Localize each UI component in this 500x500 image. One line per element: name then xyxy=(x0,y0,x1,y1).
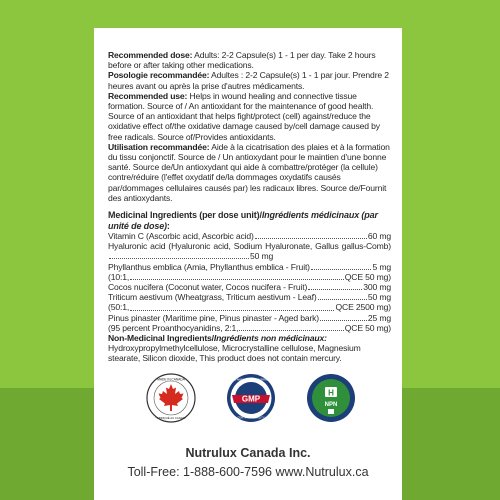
non-medicinal-text: Hydroxypropylmethylcellulose, Microcrystalline cellulose, Magnesium stearate, Silicon dioxide, This product does not contain mercury. xyxy=(108,343,361,364)
ingredient-name: (10:1, xyxy=(108,271,130,282)
contact-line: Toll-Free: 1-888-600-7596 www.Nutrulux.ca xyxy=(127,465,369,479)
recommended-use-paragraph xyxy=(108,91,391,142)
made-in-canada-logo xyxy=(146,373,196,423)
ingredient-name: (50:1, xyxy=(108,302,130,313)
svg-text:MADE IN CANADA: MADE IN CANADA xyxy=(157,377,185,382)
ingredient-row xyxy=(108,231,391,241)
recommended-dose-label: Recommended dose: xyxy=(108,50,193,60)
recommended-use-text: Helps in wound healing and connective tissue formation. Source of / An antioxidant for the maintenance of good health. Source of an antioxidant that helps fight/protect (cell) against/reduce the oxidative effect of/the oxidative damage caused by/cell damage caused by free radicals. Source of/Provides antioxidants. xyxy=(108,90,380,142)
ingredient-row xyxy=(108,323,391,333)
ingredient-name: Vitamin C (Ascorbic acid, Ascorbic acid) xyxy=(108,231,254,242)
ingredient-list xyxy=(108,231,391,333)
ingredient-amount: QCE 50 mg) xyxy=(344,271,391,282)
label-text-block xyxy=(108,50,391,364)
ingredient-row xyxy=(108,313,391,323)
gmp-certified-logo xyxy=(226,373,276,423)
product-label-panel xyxy=(94,28,402,500)
ingredient-amount: 60 mg xyxy=(367,231,391,242)
ingredient-amount: 50 mg xyxy=(367,292,391,303)
company-name: Nutrulux Canada Inc. xyxy=(185,446,311,460)
ingredient-amount: QCE 50 mg) xyxy=(344,322,391,333)
ingredient-row xyxy=(108,282,391,292)
posologie-label: Posologie recommandée: xyxy=(108,70,210,81)
svg-text:CERTIFIED QUALITY: CERTIFIED QUALITY xyxy=(237,415,265,420)
ingredient-name: (95 percent Proanthocyanidins, 2:1, xyxy=(108,322,239,333)
medicinal-title-fr: Ingrédients médicinaux (par unité de dose) xyxy=(108,210,378,231)
npn-star-icon xyxy=(328,409,334,414)
ingredient-row xyxy=(108,262,391,272)
recommended-dose-paragraph xyxy=(108,50,391,70)
ingredient-row xyxy=(108,292,391,302)
svg-text:H: H xyxy=(328,388,334,398)
posologie-paragraph xyxy=(108,70,391,90)
ingredient-amount: 5 mg xyxy=(372,261,391,272)
ingredient-amount: 300 mg xyxy=(363,282,391,293)
svg-text:GMP: GMP xyxy=(241,394,261,404)
utilisation-label: Utilisation recommandée: xyxy=(108,141,210,152)
non-medicinal-label-fr: Ingrédients non médicinaux: xyxy=(213,333,327,344)
medicinal-title-en: Medicinal Ingredients (per dose unit)/ xyxy=(108,210,262,221)
non-medicinal-paragraph xyxy=(108,333,391,364)
ingredient-name: Pinus pinaster (Maritime pine, Pinus pinaster - Aged bark) xyxy=(108,312,320,323)
posologie-text: Adultes : 2-2 Capsule(s) 1 - 1 par jour. Prendre 2 heures avant ou après la prise d'autres médicaments. xyxy=(108,70,389,91)
medicinal-ingredients-title: Medicinal Ingredients (per dose unit)/Ingrédients médicinaux (par unité de dose): xyxy=(108,210,378,231)
ingredient-name: Cocos nucifera (Coconut water, Cocos nucifera - Fruit) xyxy=(108,282,308,293)
ingredient-amount: 25 mg xyxy=(367,312,391,323)
npn-logo xyxy=(306,373,356,423)
svg-text:GOOD MANUFACTURING PRACTICE: GOOD MANUFACTURING PRACTICE xyxy=(228,378,274,382)
ingredient-name: Phyllanthus emblica (Amia, Phyllanthus emblica - Fruit) xyxy=(108,261,310,272)
ingredient-row xyxy=(108,272,391,282)
recommended-use-label: Recommended use: xyxy=(108,90,188,101)
utilisation-paragraph xyxy=(108,142,391,203)
ingredient-row xyxy=(108,302,391,312)
ingredient-name: Hyaluronic acid (Hyaluronic acid, Sodium Hyaluronate, Gallus gallus-Comb) xyxy=(108,241,391,252)
svg-text:FABRIQUÉ AU CANADA: FABRIQUÉ AU CANADA xyxy=(155,416,187,420)
ingredient-amount: 50 mg xyxy=(250,251,274,262)
utilisation-text: Aide à la cicatrisation des plaies et à la formation du tissu conjonctif. Source de / Un antioxydant pour le maintien d'une bonne santé. Source de/Un antioxydant qui aide à combattre/protéger (la cellule) contre/réduire (l'effet oxydatif de/la dommages oxydatifs causés par/dommages cellulaires causés par) les radicaux libres. Source de/Fournit des antioxydants. xyxy=(108,141,390,203)
ingredient-amount: QCE 2500 mg) xyxy=(335,302,391,313)
recommended-dose-text: Adults: 2-2 Capsule(s) 1 - 1 per day. Take 2 hours before or after taking other medications. xyxy=(108,50,376,71)
ingredient-row xyxy=(108,241,391,261)
ingredient-name: Triticum aestivum (Wheatgrass, Triticum aestivum - Leaf) xyxy=(108,292,317,303)
svg-text:NPN: NPN xyxy=(324,402,338,408)
non-medicinal-label: Non-Medicinal Ingredients/ xyxy=(108,333,214,344)
certification-logos xyxy=(146,373,360,431)
